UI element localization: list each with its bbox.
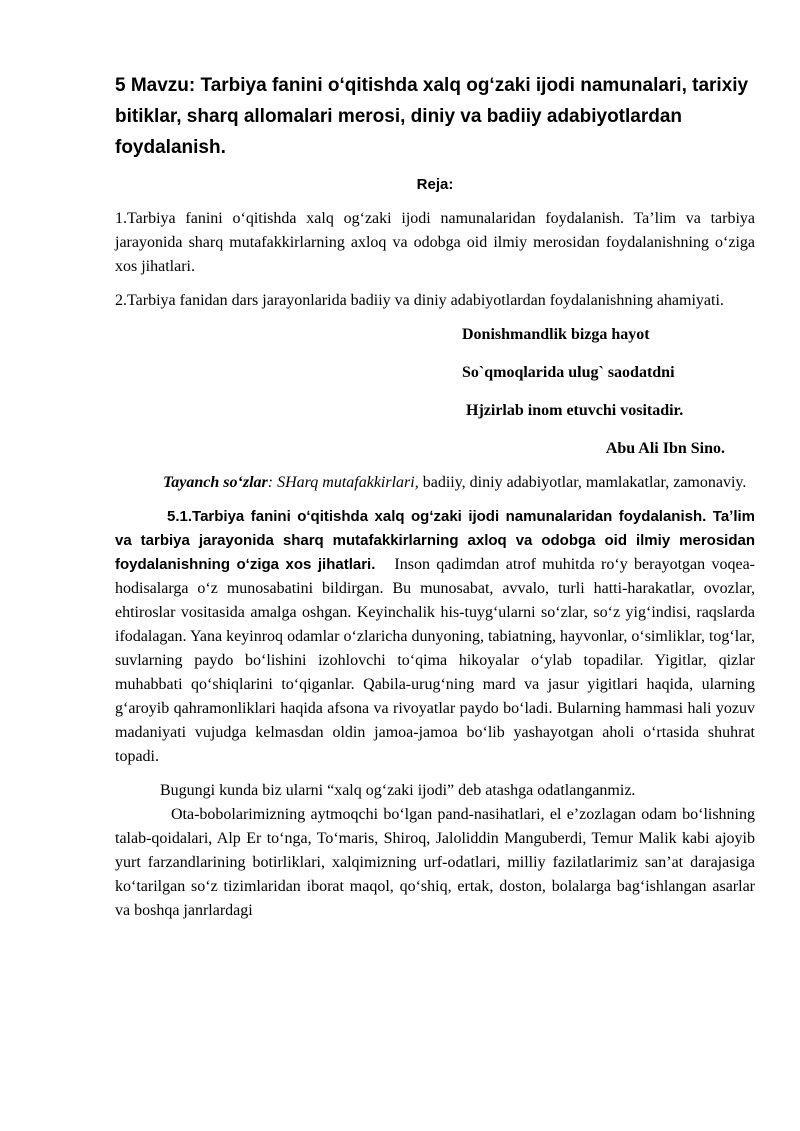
section-heading: 5.1.Tarbiya fanini oʻqitishda xalq ogʻzaki ijodi namunalaridan foydalanish. Taʼlim va tarbiya jarayonida sharq mutafakkirlarning axloq va odobga oid ilmiy merosidan foydalanishning oʻziga xos jihatlari. xyxy=(115,508,755,573)
paragraph-2-first-line: Bugungi kunda biz ularni “xalq ogʻzaki ijodi” deb atashga odatlanganmiz. xyxy=(160,782,636,799)
plan-item-1: 1.Tarbiya fanini oʻqitishda xalq ogʻzaki ijodi namunalaridan foydalanish. Taʼlim va tarbiya jarayonida sharq mutafakkirlarning axloq va odobga oid ilmiy merosidan foydalanishning oʻziga xos jihatlari. xyxy=(115,210,755,275)
keywords-paragraph xyxy=(115,471,755,495)
keywords-italic: SHarq mutafakkirlari, xyxy=(273,474,419,491)
epigraph-author: Abu Ali Ibn Sino. xyxy=(605,440,725,457)
document-title: 5 Mavzu: Tarbiya fanini oʻqitishda xalq ogʻzaki ijodi namunalari, tarixiy bitiklar, sharq allomalari merosi, diniy va badiiy adabiyotlardan foydalanish. xyxy=(115,75,749,158)
document-page xyxy=(115,70,759,923)
epigraph xyxy=(462,323,755,461)
paragraph-2-body: Ota-bobolarimizning aytmoqchi boʻlgan pand-nasihatlari, el eʼzozlagan odam boʻlishning talab-qoidalari, Alp Er toʻnga, Toʻmaris, Shiroq, Jaloliddin Manguberdi, Temur Malik kabi ajoyib yurt farzandlarining botirliklari, xalqimizning urf-odatlari, milliy fazilatlarimiz sanʼat darajasiga koʻtarilgan soʻz tizimlaridan iborat maqol, qoʻshiq, ertak, doston, bolalarga bagʻishlangan asarlar va boshqa janrlardagi xyxy=(115,806,755,919)
plan-heading: Reja: xyxy=(416,176,454,193)
epigraph-line-1: Donishmandlik bizga hayot xyxy=(462,326,650,343)
plan-item-2: 2.Tarbiya fanidan dars jarayonlarida badiiy va diniy adabiyotlardan foydalanishning ahamiyati. xyxy=(115,292,724,309)
keywords-label: Tayanch soʻzlar xyxy=(163,474,268,491)
section-body: Inson qadimdan atrof muhitda roʻy berayotgan voqea-hodisalarga oʻz munosabatini bildirgan. Bu munosabat, avvalo, turli hatti-harakatlar, ovozlar, ehtiroslar vositasida amalga oshgan. Keyinchalik his-tuygʻularni soʻzlar, soʻz yigʻindisi, raqslarda ifodalagan. Yana keyinroq odamlar oʻzlaricha dunyoning, tabiatning, hayvonlar, oʻsimliklar, togʻlar, suvlarning paydo boʻlishini izohlovchi toʻqima hikoyalar oʻylab topadilar. Yigitlar, qizlar muhabbati qoʻshiqlarini toʻqiganlar. Qabila-urugʻning mard va jasur yigitlari haqida, ularning gʻaroyib qahramonliklari haqida afsona va rivoyatlar paydo boʻladi. Bularning hammasi hali yozuv madaniyati vujudga kelmasdan oldin jamoa-jamoa boʻlib yashayotgan aholi oʻrtasida shuhrat topadi. xyxy=(115,556,759,765)
keywords-rest: badiiy, diniy adabiyotlar, mamlakatlar, zamonaviy. xyxy=(418,474,747,491)
epigraph-line-2: So`qmoqlarida ulug` saodatdni xyxy=(462,364,675,381)
paragraph-2 xyxy=(115,779,755,923)
keywords-colon: : xyxy=(267,474,274,491)
section-5-1 xyxy=(115,505,759,769)
epigraph-line-3: Hjzirlab inom etuvchi vositadir. xyxy=(462,402,684,419)
